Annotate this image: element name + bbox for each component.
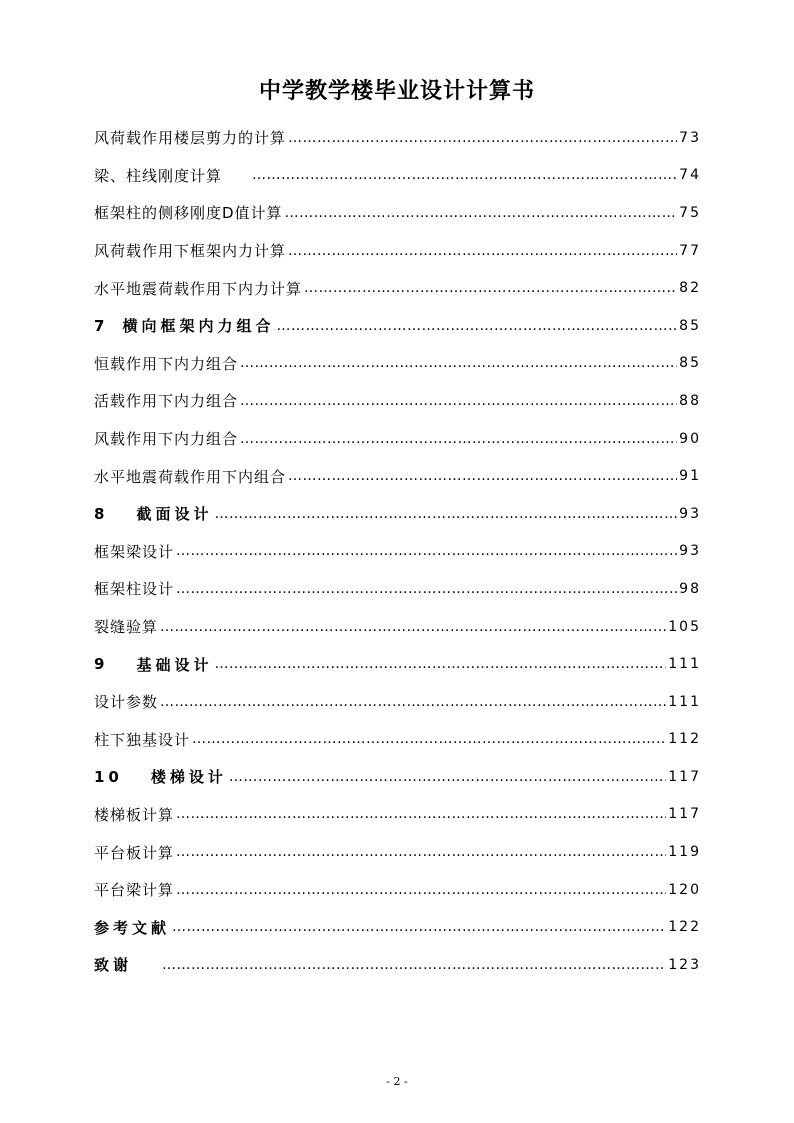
toc-entry-page: 91 bbox=[679, 468, 701, 485]
toc-entry-label: 横向框架内力组合 bbox=[122, 317, 275, 336]
toc-entry-label: 参考文献 bbox=[94, 918, 171, 937]
toc-entry-page: 85 bbox=[679, 355, 701, 372]
toc-leader-dots bbox=[192, 731, 666, 747]
toc-chapter-entry[interactable] bbox=[94, 758, 701, 796]
toc-entry-label: 风载作用下内力组合 bbox=[94, 430, 239, 449]
toc-chapter-number: 7 bbox=[94, 316, 109, 335]
toc-entry-page: 85 bbox=[679, 317, 701, 334]
toc-entry-label: 楼梯板计算 bbox=[94, 805, 175, 824]
toc-entry-label: 致谢 bbox=[94, 956, 133, 975]
toc-leader-dots bbox=[288, 243, 677, 259]
toc-entry[interactable] bbox=[94, 232, 701, 270]
toc-leader-dots bbox=[176, 806, 666, 822]
toc-leader-dots bbox=[240, 393, 677, 409]
toc-entry[interactable] bbox=[94, 608, 701, 646]
toc-entry-label: 梁、柱线刚度计算 bbox=[94, 166, 223, 185]
table-of-contents bbox=[94, 119, 701, 984]
toc-chapter-entry[interactable] bbox=[94, 307, 701, 345]
toc-entry-label: 风荷载作用下框架内力计算 bbox=[94, 242, 287, 261]
toc-entry-label: 截面设计 bbox=[136, 505, 213, 524]
toc-entry[interactable] bbox=[94, 382, 701, 420]
toc-entry-page: 111 bbox=[668, 693, 701, 710]
toc-entry-page: 105 bbox=[668, 618, 701, 635]
toc-entry-page: 120 bbox=[668, 881, 701, 898]
toc-entry[interactable] bbox=[94, 721, 701, 759]
toc-chapter-entry[interactable] bbox=[94, 946, 701, 984]
toc-entry-page: 117 bbox=[668, 768, 701, 785]
toc-leader-dots bbox=[240, 355, 677, 371]
toc-entry-page: 82 bbox=[679, 280, 701, 297]
toc-chapter-number: 10 bbox=[94, 767, 123, 786]
toc-entry-label: 框架梁设计 bbox=[94, 542, 175, 561]
toc-chapter-number: 9 bbox=[94, 655, 109, 674]
toc-entry[interactable] bbox=[94, 119, 701, 157]
toc-leader-dots bbox=[288, 130, 677, 146]
toc-entry[interactable] bbox=[94, 796, 701, 834]
toc-entry[interactable] bbox=[94, 457, 701, 495]
toc-entry-page: 74 bbox=[679, 167, 701, 184]
toc-leader-dots bbox=[285, 205, 678, 221]
toc-leader-dots bbox=[172, 919, 666, 935]
toc-leader-dots bbox=[160, 619, 666, 635]
toc-entry-page: 75 bbox=[679, 204, 701, 221]
toc-entry[interactable] bbox=[94, 871, 701, 909]
page-number: - 2 - bbox=[386, 1075, 408, 1088]
toc-entry-label: 基础设计 bbox=[136, 655, 213, 674]
toc-entry[interactable] bbox=[94, 269, 701, 307]
toc-leader-dots bbox=[214, 506, 677, 522]
toc-entry-page: 90 bbox=[679, 430, 701, 447]
toc-entry-page: 123 bbox=[668, 956, 701, 973]
toc-entry-label: 平台梁计算 bbox=[94, 881, 175, 900]
toc-entry[interactable] bbox=[94, 420, 701, 458]
toc-entry-page: 119 bbox=[668, 844, 701, 861]
toc-leader-dots bbox=[176, 882, 666, 898]
toc-leader-dots bbox=[176, 844, 666, 860]
toc-entry-label: 活载作用下内力组合 bbox=[94, 392, 239, 411]
toc-chapter-number: 8 bbox=[94, 504, 109, 523]
toc-entry-label: 风荷载作用楼层剪力的计算 bbox=[94, 129, 287, 148]
page-title: 中学教学楼毕业设计计算书 bbox=[258, 78, 535, 104]
toc-leader-dots bbox=[162, 957, 666, 973]
toc-leader-dots bbox=[176, 543, 677, 559]
toc-entry-page: 88 bbox=[679, 392, 701, 409]
toc-entry[interactable] bbox=[94, 533, 701, 571]
toc-leader-dots bbox=[288, 468, 677, 484]
toc-leader-dots bbox=[304, 280, 677, 296]
toc-chapter-entry[interactable] bbox=[94, 495, 701, 533]
toc-entry-page: 93 bbox=[679, 543, 701, 560]
toc-leader-dots bbox=[229, 769, 666, 785]
toc-entry[interactable] bbox=[94, 833, 701, 871]
toc-entry-page: 77 bbox=[679, 242, 701, 259]
toc-entry-label: 楼梯设计 bbox=[150, 768, 227, 787]
toc-entry-label: 框架柱设计 bbox=[94, 580, 175, 599]
toc-entry-label: 恒载作用下内力组合 bbox=[94, 354, 239, 373]
toc-entry-page: 117 bbox=[668, 806, 701, 823]
toc-entry-page: 112 bbox=[668, 731, 701, 748]
toc-entry-label: 设计参数 bbox=[94, 693, 159, 712]
toc-entry-page: 93 bbox=[679, 505, 701, 522]
toc-leader-dots bbox=[240, 431, 677, 447]
toc-leader-dots bbox=[160, 694, 666, 710]
toc-entry[interactable] bbox=[94, 157, 701, 195]
toc-leader-dots bbox=[252, 167, 677, 183]
toc-leader-dots bbox=[276, 318, 677, 334]
toc-entry-page: 73 bbox=[679, 129, 701, 146]
toc-entry-label: 水平地震荷载作用下内组合 bbox=[94, 467, 287, 486]
toc-entry-label: 裂缝验算 bbox=[94, 618, 159, 637]
toc-entry-label: 水平地震荷载作用下内力计算 bbox=[94, 279, 303, 298]
toc-entry-page: 122 bbox=[668, 919, 701, 936]
toc-chapter-entry[interactable] bbox=[94, 645, 701, 683]
toc-entry-page: 98 bbox=[679, 580, 701, 597]
toc-entry[interactable] bbox=[94, 194, 701, 232]
toc-entry-label: 柱下独基设计 bbox=[94, 730, 191, 749]
toc-entry-label: 框架柱的侧移刚度D值计算 bbox=[94, 204, 283, 223]
toc-chapter-entry[interactable] bbox=[94, 908, 701, 946]
toc-entry-label: 平台板计算 bbox=[94, 843, 175, 862]
toc-entry[interactable] bbox=[94, 570, 701, 608]
toc-leader-dots bbox=[176, 581, 677, 597]
toc-leader-dots bbox=[214, 656, 666, 672]
toc-entry[interactable] bbox=[94, 683, 701, 721]
toc-entry[interactable] bbox=[94, 345, 701, 383]
toc-entry-page: 111 bbox=[668, 656, 701, 673]
